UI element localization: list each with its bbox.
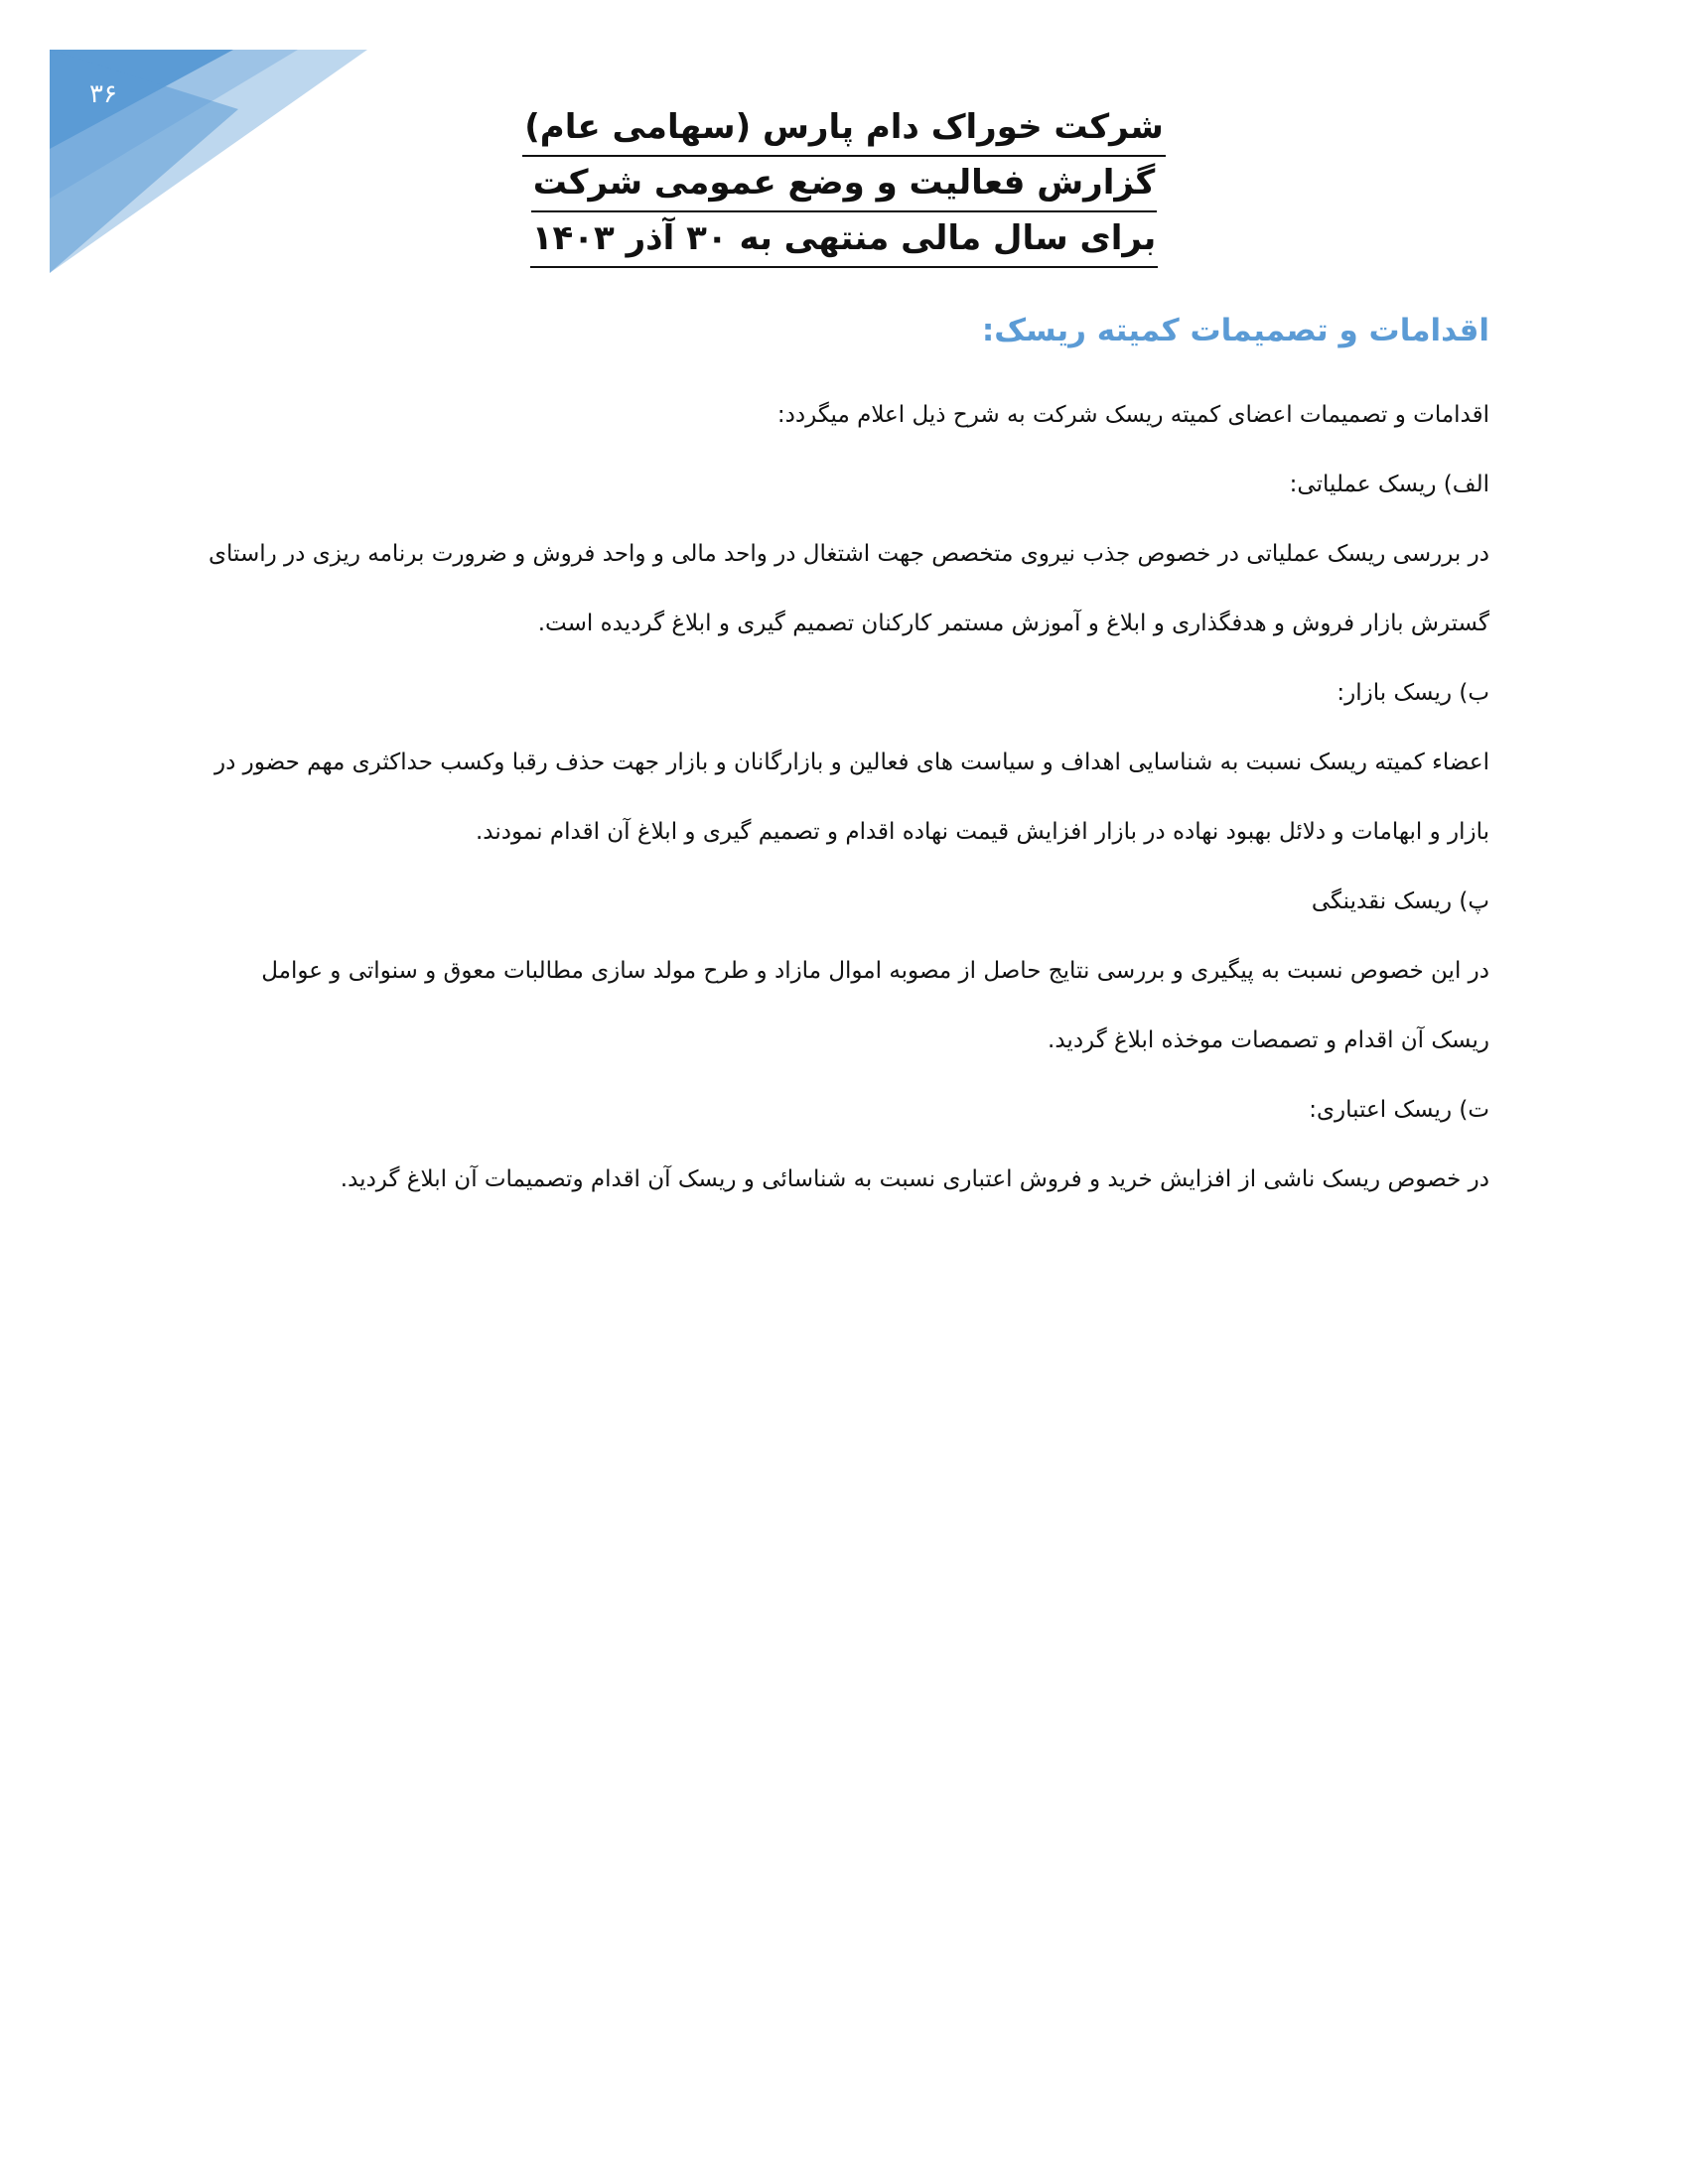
report-period: برای سال مالی منتهی به ۳۰ آذر ۱۴۰۳ bbox=[530, 210, 1159, 268]
liquidity-risk-text: در این خصوص نسبت به پیگیری و بررسی نتایج حاصل از مصوبه اموال مازاد و طرح مولد سازی مطالبات معوق و سنواتی و عوامل ریسک آن اقدام و تصمصات موخذه ابلاغ گردید. bbox=[261, 958, 1489, 1053]
page-number: ۳۶ bbox=[89, 79, 117, 109]
section-title: اقدامات و تصمیمات کمیته ریسک: bbox=[981, 313, 1489, 348]
report-title: گزارش فعالیت و وضع عمومی شرکت bbox=[531, 155, 1158, 212]
market-risk-heading: ب) ریسک بازار: bbox=[1336, 680, 1489, 706]
company-name: شرکت خوراک دام پارس (سهامی عام) bbox=[522, 99, 1166, 157]
liquidity-risk-heading: پ) ریسک نقدینگی bbox=[1311, 888, 1489, 914]
operational-risk-text: در بررسی ریسک عملیاتی در خصوص جذب نیروی متخصص جهت اشتغال در واحد مالی و واحد فروش و ضرورت برنامه ریزی در راستای گسترش بازار فروش و هدفگذاری و ابلاغ و آموزش مستمر کارکنان تصمیم گیری و ابلاغ گردیده است. bbox=[209, 541, 1489, 636]
risk-committee-section bbox=[209, 303, 1489, 1214]
credit-risk-heading: ت) ریسک اعتباری: bbox=[1309, 1097, 1489, 1123]
report-header bbox=[0, 99, 1688, 266]
operational-risk-heading: الف) ریسک عملیاتی: bbox=[1289, 472, 1489, 497]
intro-paragraph: اقدامات و تصمیمات اعضای کمیته ریسک شرکت به شرح ذیل اعلام میگردد: bbox=[776, 402, 1489, 428]
market-risk-text: اعضاء کمیته ریسک نسبت به شناسایی اهداف و سیاست های فعالین و بازارگانان و بازار جهت حذف رقبا وکسب حداکثری مهم حضور در بازار و ابهامات و دلائل بهبود نهاده در بازار افزایش قیمت نهاده اقدام و تصمیم گیری و ابلاغ آن اقدام نمودند. bbox=[214, 750, 1489, 845]
credit-risk-text: در خصوص ریسک ناشی از افزایش خرید و فروش اعتباری نسبت به شناسائی و ریسک آن اقدام وتصمیمات آن ابلاغ گردید. bbox=[340, 1166, 1489, 1192]
